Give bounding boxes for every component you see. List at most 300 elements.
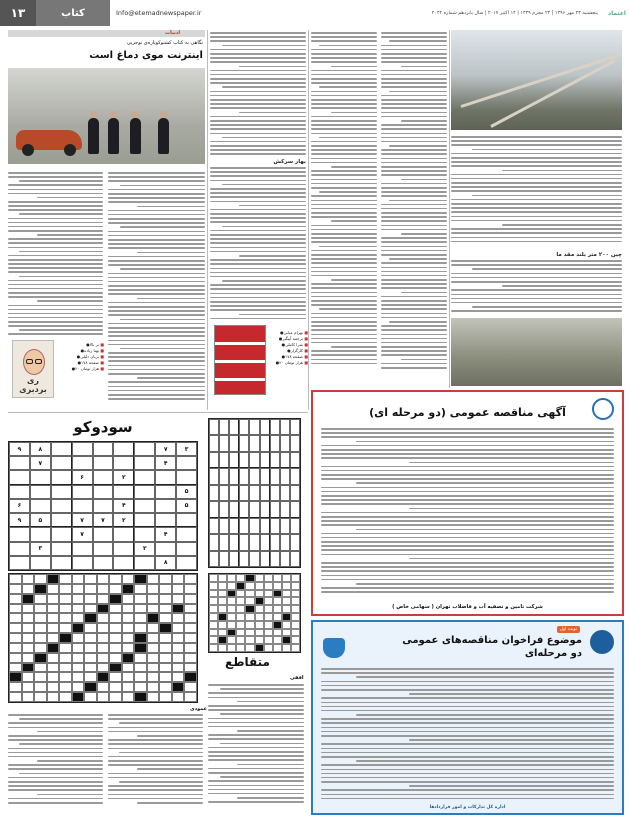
crossword-cell[interactable] bbox=[147, 643, 160, 653]
sudoku-cell[interactable] bbox=[51, 499, 72, 513]
crossword-cell[interactable] bbox=[159, 663, 172, 673]
crossword-cell[interactable] bbox=[84, 643, 97, 653]
crossword-cell[interactable] bbox=[59, 584, 72, 594]
crossword-cell[interactable] bbox=[59, 672, 72, 682]
crossword-cell[interactable] bbox=[172, 584, 185, 594]
crossword-solution-cell bbox=[282, 636, 291, 644]
crossword-cell[interactable] bbox=[9, 653, 22, 663]
crossword-cell[interactable] bbox=[184, 613, 197, 623]
crossword-cell[interactable] bbox=[184, 692, 197, 702]
sudoku-solution-cell bbox=[290, 534, 300, 550]
sudoku-cell[interactable] bbox=[30, 470, 51, 484]
crossword-cell[interactable] bbox=[22, 623, 35, 633]
crossword-cell[interactable] bbox=[72, 613, 85, 623]
crossword-cell[interactable] bbox=[109, 653, 122, 663]
crossword-cell[interactable] bbox=[134, 613, 147, 623]
sudoku-cell[interactable] bbox=[155, 542, 176, 556]
crossword-cell[interactable] bbox=[84, 663, 97, 673]
crossword-cell[interactable] bbox=[47, 633, 60, 643]
sudoku-cell[interactable]: ۷ bbox=[72, 527, 93, 541]
crossword-cell[interactable] bbox=[159, 643, 172, 653]
crossword-cell[interactable] bbox=[172, 672, 185, 682]
sudoku-solution-cell bbox=[280, 485, 290, 501]
crossword-cell[interactable] bbox=[172, 653, 185, 663]
sudoku-cell[interactable] bbox=[134, 513, 155, 527]
crossword-cell[interactable] bbox=[97, 613, 110, 623]
crossword-cell[interactable] bbox=[59, 643, 72, 653]
crossword-cell[interactable] bbox=[147, 584, 160, 594]
crossword-cell[interactable] bbox=[84, 584, 97, 594]
crossword-cell[interactable] bbox=[159, 613, 172, 623]
sudoku-cell[interactable]: ۲ bbox=[113, 513, 134, 527]
sudoku-cell[interactable]: ۴ bbox=[113, 499, 134, 513]
crossword-cell[interactable] bbox=[134, 672, 147, 682]
sudoku-solution-cell bbox=[249, 419, 259, 435]
crossword-cell[interactable] bbox=[47, 663, 60, 673]
sudoku-cell[interactable] bbox=[9, 456, 30, 470]
crossword-cell[interactable] bbox=[72, 594, 85, 604]
crossword-cell[interactable] bbox=[134, 604, 147, 614]
crossword-cell[interactable] bbox=[97, 584, 110, 594]
crossword-cell[interactable] bbox=[134, 584, 147, 594]
crossword-cell bbox=[34, 584, 47, 594]
crossword-cell[interactable] bbox=[172, 623, 185, 633]
sudoku-solution-cell bbox=[209, 485, 219, 501]
crossword-cell[interactable] bbox=[47, 692, 60, 702]
crossword-cell[interactable] bbox=[9, 633, 22, 643]
book-cover-image bbox=[214, 325, 266, 395]
sudoku-solution-cell bbox=[260, 485, 270, 501]
sudoku-cell[interactable]: ۵ bbox=[30, 513, 51, 527]
crossword-cell[interactable] bbox=[84, 672, 97, 682]
crossword-cell[interactable] bbox=[47, 584, 60, 594]
crossword-cell[interactable] bbox=[172, 574, 185, 584]
down-clues bbox=[8, 712, 103, 812]
sudoku-cell[interactable]: ۳ bbox=[176, 442, 197, 456]
sudoku-solution-cell bbox=[209, 419, 219, 435]
sudoku-cell[interactable] bbox=[113, 527, 134, 541]
crossword-cell bbox=[34, 653, 47, 663]
date-line: پنجشنبه ۲۳ مهر ۱۳۹۶ | ۲۴ محرم ۱۴۳۹ | ۱۴ اکتبر ۲۰۱۷ | سال پانزدهم شماره ۲۰۴۲ bbox=[431, 10, 598, 16]
sudoku-cell[interactable] bbox=[51, 456, 72, 470]
sudoku-cell[interactable] bbox=[155, 499, 176, 513]
crossword-cell[interactable] bbox=[172, 633, 185, 643]
sudoku-cell[interactable] bbox=[51, 556, 72, 570]
sudoku-cell[interactable] bbox=[30, 499, 51, 513]
crossword-solution-cell bbox=[255, 605, 264, 613]
crossword-cell[interactable] bbox=[184, 604, 197, 614]
crossword-cell[interactable] bbox=[72, 633, 85, 643]
crossword-cell[interactable] bbox=[172, 594, 185, 604]
sudoku-cell[interactable] bbox=[155, 485, 176, 499]
crossword-cell[interactable] bbox=[109, 584, 122, 594]
sudoku-cell[interactable] bbox=[176, 513, 197, 527]
sudoku-cell[interactable] bbox=[9, 470, 30, 484]
sudoku-cell[interactable] bbox=[30, 485, 51, 499]
sudoku-cell[interactable]: ۸ bbox=[30, 442, 51, 456]
crossword-cell[interactable] bbox=[84, 692, 97, 702]
crossword-cell[interactable] bbox=[22, 672, 35, 682]
sudoku-cell[interactable] bbox=[155, 470, 176, 484]
crossword-cell[interactable] bbox=[109, 682, 122, 692]
crossword-cell[interactable] bbox=[9, 623, 22, 633]
crossword-cell[interactable] bbox=[134, 623, 147, 633]
sudoku-solution-cell bbox=[270, 485, 280, 501]
crossword-cell[interactable] bbox=[147, 633, 160, 643]
crossword-cell[interactable] bbox=[122, 574, 135, 584]
crossword-cell[interactable] bbox=[159, 594, 172, 604]
sudoku-cell[interactable] bbox=[51, 513, 72, 527]
sudoku-cell[interactable]: ۹ bbox=[9, 442, 30, 456]
sudoku-cell[interactable]: ۶ bbox=[9, 499, 30, 513]
crossword-solution-cell bbox=[245, 590, 254, 598]
sudoku-cell[interactable] bbox=[51, 542, 72, 556]
sudoku-cell[interactable]: ۹ bbox=[9, 513, 30, 527]
crossword-cell[interactable] bbox=[109, 692, 122, 702]
crossword-cell[interactable] bbox=[84, 633, 97, 643]
crossword-cell[interactable] bbox=[47, 682, 60, 692]
crossword-cell[interactable] bbox=[47, 594, 60, 604]
crossword-cell[interactable] bbox=[122, 633, 135, 643]
sudoku-solution-cell bbox=[260, 452, 270, 468]
crossword-solution-cell bbox=[236, 590, 245, 598]
crossword-cell[interactable] bbox=[34, 613, 47, 623]
crossword-cell[interactable] bbox=[97, 663, 110, 673]
sudoku-grid[interactable] bbox=[8, 441, 198, 571]
sudoku-cell[interactable] bbox=[155, 513, 176, 527]
sudoku-cell[interactable] bbox=[134, 499, 155, 513]
crossword-cell[interactable] bbox=[34, 604, 47, 614]
crossword-cell[interactable] bbox=[9, 613, 22, 623]
crossword-cell[interactable] bbox=[72, 643, 85, 653]
sudoku-cell[interactable] bbox=[72, 485, 93, 499]
sudoku-cell[interactable] bbox=[176, 527, 197, 541]
crossword-cell[interactable] bbox=[184, 643, 197, 653]
crossword-cell[interactable] bbox=[159, 584, 172, 594]
sudoku-solution-cell bbox=[280, 551, 290, 567]
crossword-solution-cell bbox=[255, 636, 264, 644]
crossword-solution-cell bbox=[227, 605, 236, 613]
sudoku-solution-cell bbox=[280, 518, 290, 534]
sudoku-cell[interactable] bbox=[93, 442, 114, 456]
crossword-solution-cell bbox=[218, 621, 227, 629]
crossword-cell[interactable] bbox=[84, 653, 97, 663]
sudoku-cell[interactable] bbox=[93, 470, 114, 484]
crossword-cell[interactable] bbox=[159, 692, 172, 702]
crossword-cell[interactable] bbox=[9, 584, 22, 594]
crossword-cell[interactable] bbox=[34, 663, 47, 673]
sudoku-cell[interactable]: ۷ bbox=[30, 456, 51, 470]
crossword-solution-cell bbox=[264, 636, 273, 644]
crossword-cell[interactable] bbox=[72, 604, 85, 614]
crossword-cell[interactable] bbox=[84, 594, 97, 604]
crossword-cell[interactable] bbox=[34, 623, 47, 633]
crossword-cell[interactable] bbox=[47, 653, 60, 663]
sudoku-cell[interactable]: ۴ bbox=[155, 456, 176, 470]
crossword-cell[interactable] bbox=[184, 574, 197, 584]
crossword-cell[interactable] bbox=[84, 604, 97, 614]
sudoku-cell[interactable] bbox=[93, 527, 114, 541]
crossword-solution-cell bbox=[273, 590, 282, 598]
crossword-cell[interactable] bbox=[9, 643, 22, 653]
crossword-cell[interactable] bbox=[34, 633, 47, 643]
crossword-cell[interactable] bbox=[22, 613, 35, 623]
sudoku-cell[interactable] bbox=[134, 470, 155, 484]
crossword-cell[interactable] bbox=[22, 633, 35, 643]
crossword-cell[interactable] bbox=[47, 604, 60, 614]
section-rule bbox=[8, 412, 308, 413]
crossword-cell[interactable] bbox=[84, 574, 97, 584]
crossword-cell[interactable] bbox=[184, 594, 197, 604]
crossword-cell[interactable] bbox=[59, 623, 72, 633]
crossword-cell[interactable] bbox=[47, 672, 60, 682]
sudoku-cell[interactable] bbox=[72, 556, 93, 570]
sudoku-cell[interactable]: ۷ bbox=[155, 442, 176, 456]
sudoku-cell[interactable] bbox=[134, 442, 155, 456]
sudoku-cell[interactable] bbox=[9, 556, 30, 570]
sudoku-cell[interactable] bbox=[93, 456, 114, 470]
sudoku-cell[interactable]: ۴ bbox=[155, 527, 176, 541]
sudoku-cell[interactable] bbox=[113, 485, 134, 499]
crossword-cell[interactable] bbox=[72, 574, 85, 584]
crossword-cell[interactable] bbox=[97, 653, 110, 663]
crossword-solution-cell bbox=[291, 629, 300, 637]
sudoku-cell[interactable] bbox=[176, 542, 197, 556]
crossword-cell[interactable] bbox=[109, 672, 122, 682]
sudoku-solution-cell bbox=[249, 435, 259, 451]
crossword-cell[interactable] bbox=[34, 682, 47, 692]
sudoku-solution-cell bbox=[239, 452, 249, 468]
ad1-company: شرکت تامین و تصفیه آب و فاضلاب تهران ( سهامی خاص ) bbox=[392, 604, 543, 610]
crossword-cell[interactable] bbox=[122, 672, 135, 682]
crossword-cell[interactable] bbox=[134, 653, 147, 663]
crossword-cell[interactable] bbox=[22, 604, 35, 614]
crossword-cell[interactable] bbox=[159, 604, 172, 614]
crossword-cell[interactable] bbox=[72, 682, 85, 692]
crossword-cell[interactable] bbox=[159, 682, 172, 692]
crossword-cell[interactable] bbox=[34, 692, 47, 702]
crossword-solution-cell bbox=[255, 613, 264, 621]
crossword-cell[interactable] bbox=[97, 682, 110, 692]
sudoku-cell[interactable]: ۵ bbox=[176, 499, 197, 513]
sudoku-cell[interactable]: ۶ bbox=[72, 470, 93, 484]
crossword-cell[interactable] bbox=[47, 613, 60, 623]
crossword-cell[interactable] bbox=[59, 604, 72, 614]
crossword-cell[interactable] bbox=[34, 643, 47, 653]
crossword-cell[interactable] bbox=[22, 653, 35, 663]
crossword-cell[interactable] bbox=[147, 682, 160, 692]
contact-email[interactable]: Info@etemadnewspaper.ir bbox=[116, 9, 202, 17]
crossword-cell[interactable] bbox=[22, 682, 35, 692]
crossword-cell[interactable] bbox=[72, 653, 85, 663]
crossword-cell[interactable] bbox=[109, 643, 122, 653]
crossword-cell[interactable] bbox=[147, 594, 160, 604]
sudoku-cell[interactable] bbox=[72, 542, 93, 556]
crossword-cell[interactable] bbox=[97, 594, 110, 604]
sudoku-cell[interactable] bbox=[72, 442, 93, 456]
crossword-cell[interactable] bbox=[9, 594, 22, 604]
tender-ad-water bbox=[311, 390, 624, 616]
sudoku-solution-cell bbox=[209, 518, 219, 534]
crossword-cell[interactable] bbox=[72, 672, 85, 682]
crossword-cell[interactable] bbox=[147, 604, 160, 614]
crossword-cell[interactable] bbox=[34, 672, 47, 682]
crossword-cell bbox=[172, 604, 185, 614]
crossword-cell[interactable] bbox=[97, 574, 110, 584]
sudoku-cell[interactable] bbox=[93, 556, 114, 570]
sudoku-solution-cell bbox=[229, 534, 239, 550]
crossword-cell[interactable] bbox=[134, 594, 147, 604]
crossword-cell[interactable] bbox=[184, 584, 197, 594]
page-number: ۱۳ bbox=[0, 0, 36, 26]
crossword-grid[interactable] bbox=[8, 573, 198, 703]
sudoku-cell[interactable] bbox=[30, 527, 51, 541]
sudoku-cell[interactable]: ۸ bbox=[155, 556, 176, 570]
across-clues bbox=[208, 682, 304, 810]
crossword-cell[interactable] bbox=[59, 663, 72, 673]
sudoku-cell[interactable] bbox=[134, 556, 155, 570]
crossword-cell[interactable] bbox=[9, 663, 22, 673]
crossword-cell[interactable] bbox=[172, 613, 185, 623]
crossword-cell[interactable] bbox=[109, 574, 122, 584]
crossword-cell[interactable] bbox=[147, 623, 160, 633]
crossword-cell[interactable] bbox=[159, 672, 172, 682]
crossword-cell[interactable] bbox=[9, 604, 22, 614]
crossword-cell[interactable] bbox=[47, 623, 60, 633]
crossword-cell[interactable] bbox=[159, 633, 172, 643]
crossword-cell[interactable] bbox=[159, 574, 172, 584]
crossword-cell[interactable] bbox=[184, 682, 197, 692]
sudoku-cell[interactable] bbox=[113, 556, 134, 570]
sudoku-cell[interactable] bbox=[93, 499, 114, 513]
sudoku-cell[interactable] bbox=[134, 527, 155, 541]
crossword-cell[interactable] bbox=[172, 663, 185, 673]
crossword-cell[interactable] bbox=[59, 682, 72, 692]
crossword-cell[interactable] bbox=[59, 692, 72, 702]
crossword-cell[interactable] bbox=[97, 692, 110, 702]
crossword-solution-cell bbox=[218, 590, 227, 598]
crossword-cell[interactable] bbox=[9, 692, 22, 702]
crossword-cell[interactable] bbox=[122, 663, 135, 673]
crossword-cell[interactable] bbox=[147, 663, 160, 673]
crossword-cell[interactable] bbox=[147, 672, 160, 682]
crossword-cell[interactable] bbox=[97, 633, 110, 643]
crossword-cell[interactable] bbox=[122, 613, 135, 623]
sudoku-cell[interactable] bbox=[30, 556, 51, 570]
crossword-cell[interactable] bbox=[59, 653, 72, 663]
crossword-solution-cell bbox=[291, 636, 300, 644]
sudoku-solution-cell bbox=[260, 534, 270, 550]
crossword-cell[interactable] bbox=[134, 682, 147, 692]
crossword-cell[interactable] bbox=[109, 613, 122, 623]
sudoku-cell[interactable]: ۵ bbox=[176, 485, 197, 499]
crossword-cell[interactable] bbox=[147, 692, 160, 702]
sudoku-cell[interactable] bbox=[93, 542, 114, 556]
crossword-cell[interactable] bbox=[22, 574, 35, 584]
crossword-cell[interactable] bbox=[147, 574, 160, 584]
crossword-cell[interactable] bbox=[34, 594, 47, 604]
sudoku-cell[interactable] bbox=[72, 456, 93, 470]
sudoku-cell[interactable] bbox=[113, 542, 134, 556]
crossword-cell[interactable] bbox=[184, 623, 197, 633]
sudoku-cell[interactable]: ۲ bbox=[113, 470, 134, 484]
sudoku-cell[interactable] bbox=[93, 485, 114, 499]
crossword-cell[interactable] bbox=[184, 633, 197, 643]
crossword-solution-cell bbox=[236, 605, 245, 613]
crossword-cell[interactable] bbox=[122, 692, 135, 702]
sudoku-cell[interactable] bbox=[51, 485, 72, 499]
sudoku-cell[interactable] bbox=[51, 442, 72, 456]
crossword-cell[interactable] bbox=[122, 623, 135, 633]
sudoku-solution-cell bbox=[260, 468, 270, 484]
crossword-cell[interactable] bbox=[22, 584, 35, 594]
sudoku-cell[interactable] bbox=[51, 527, 72, 541]
crossword-cell[interactable] bbox=[84, 623, 97, 633]
crossword-cell[interactable] bbox=[59, 574, 72, 584]
sudoku-cell[interactable] bbox=[9, 485, 30, 499]
sudoku-cell[interactable] bbox=[9, 542, 30, 556]
crossword-cell bbox=[22, 663, 35, 673]
crossword-solution-cell bbox=[209, 621, 218, 629]
sudoku-solution-cell bbox=[239, 534, 249, 550]
sudoku-cell[interactable]: ۷ bbox=[93, 513, 114, 527]
crossword-cell[interactable] bbox=[109, 633, 122, 643]
crossword-cell[interactable] bbox=[9, 682, 22, 692]
crossword-cell[interactable] bbox=[172, 643, 185, 653]
sudoku-cell[interactable] bbox=[176, 470, 197, 484]
crossword-cell[interactable] bbox=[9, 574, 22, 584]
crossword-cell[interactable] bbox=[59, 594, 72, 604]
crossword-cell[interactable] bbox=[97, 623, 110, 633]
sudoku-solution-cell bbox=[229, 551, 239, 567]
crossword-cell[interactable] bbox=[22, 643, 35, 653]
sudoku-cell[interactable] bbox=[176, 456, 197, 470]
sudoku-cell[interactable] bbox=[72, 499, 93, 513]
sudoku-cell[interactable] bbox=[113, 442, 134, 456]
sudoku-cell[interactable] bbox=[9, 527, 30, 541]
sudoku-cell[interactable]: ۷ bbox=[72, 513, 93, 527]
sudoku-solution-cell bbox=[280, 435, 290, 451]
section-name: کتاب bbox=[36, 0, 110, 26]
crossword-cell[interactable] bbox=[172, 692, 185, 702]
crossword-cell[interactable] bbox=[72, 663, 85, 673]
sudoku-cell[interactable] bbox=[176, 556, 197, 570]
sudoku-cell[interactable]: ۳ bbox=[30, 542, 51, 556]
sudoku-cell[interactable] bbox=[51, 470, 72, 484]
crossword-cell[interactable] bbox=[122, 604, 135, 614]
crossword-cell[interactable] bbox=[109, 604, 122, 614]
sudoku-cell[interactable] bbox=[134, 485, 155, 499]
crossword-cell[interactable] bbox=[34, 574, 47, 584]
crossword-cell[interactable] bbox=[184, 653, 197, 663]
crossword-cell[interactable] bbox=[184, 663, 197, 673]
crossword-cell[interactable] bbox=[22, 692, 35, 702]
crossword-cell[interactable] bbox=[122, 643, 135, 653]
crossword-cell[interactable] bbox=[97, 643, 110, 653]
crossword-cell[interactable] bbox=[72, 584, 85, 594]
crossword-cell[interactable] bbox=[122, 682, 135, 692]
crossword-cell[interactable] bbox=[109, 623, 122, 633]
crossword-cell[interactable] bbox=[159, 653, 172, 663]
sudoku-cell[interactable] bbox=[134, 456, 155, 470]
crossword-solution-cell bbox=[218, 605, 227, 613]
crossword-cell[interactable] bbox=[59, 613, 72, 623]
crossword-cell[interactable] bbox=[122, 594, 135, 604]
crossword-cell[interactable] bbox=[134, 663, 147, 673]
sudoku-cell[interactable] bbox=[113, 456, 134, 470]
sudoku-cell[interactable]: ۲ bbox=[134, 542, 155, 556]
crossword-cell[interactable] bbox=[147, 653, 160, 663]
